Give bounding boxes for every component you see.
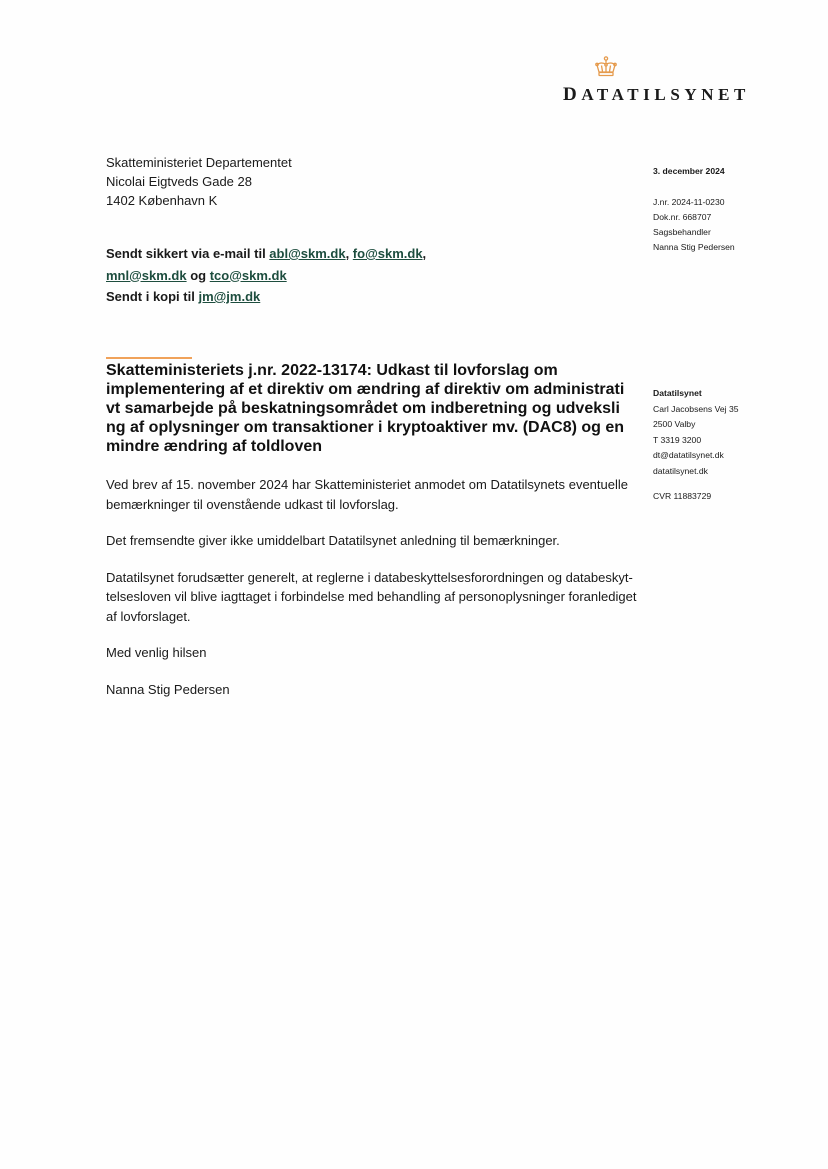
email-link-abl[interactable]: abl@skm.dk <box>269 246 346 261</box>
letter-title: Skatteministeriets j.nr. 2022-13174: Udkast til lovforslag om implementering af et direktiv om ændring af direktiv om administrati vt samarbejde på beskatningsområdet om indberetning og udveksli ng af oplysninger om transaktioner i kryptoaktiver mv. (DAC8) og en mindre ændring af toldloven <box>106 362 625 455</box>
sender-street: Carl Jacobsens Vej 35 <box>653 403 739 414</box>
sender-website: datatilsynet.dk <box>653 465 708 476</box>
delivery-info <box>106 243 426 308</box>
accent-rule <box>106 357 192 359</box>
document-number: Dok.nr. 668707 <box>653 212 712 222</box>
signature: Nanna Stig Pedersen <box>106 681 230 697</box>
sender-cvr: CVR 11883729 <box>653 491 712 501</box>
email-link-jm[interactable]: jm@jm.dk <box>198 289 261 304</box>
reference-block <box>653 195 735 255</box>
brand-name: DATATILSYNET <box>562 84 750 105</box>
recipient-address <box>106 153 292 210</box>
email-link-mnl[interactable]: mnl@skm.dk <box>106 267 187 283</box>
recipient-city: 1402 København K <box>106 193 218 208</box>
letter-date: 3. december 2024 <box>653 166 725 176</box>
copy-line: Sendt i kopi til jm@jm.dk <box>106 289 261 304</box>
crown-icon <box>594 56 618 78</box>
recipient-name: Skatteministeriet Departementet <box>106 155 292 170</box>
sender-org: Datatilsynet <box>653 388 702 398</box>
caseworker-label: Sagsbehandler <box>653 227 711 237</box>
sent-line-2: mnl@skm.dk og tco@skm.dk <box>106 267 287 283</box>
sender-contact <box>653 386 739 505</box>
paragraph-assumption: Datatilsynet forudsætter generelt, at reglerne i databeskyttelsesforordningen og databeskyt- telsesloven vil blive iagttaget i forbindelse med behandling af personoplysninger foranlediget af lovforslaget. <box>106 569 637 624</box>
sent-line-1: Sendt sikkert via e-mail til abl@skm.dk, fo@skm.dk, <box>106 246 427 261</box>
journal-number: J.nr. 2024-11-0230 <box>653 197 725 207</box>
sender-phone: T 3319 3200 <box>653 434 702 445</box>
sender-email: dt@datatilsynet.dk <box>653 450 724 460</box>
caseworker-name: Nanna Stig Pedersen <box>653 242 735 252</box>
datatilsynet-logo <box>550 56 750 104</box>
recipient-street: Nicolai Eigtveds Gade 28 <box>106 174 252 189</box>
letter-body <box>106 475 637 716</box>
paragraph-no-comments: Det fremsendte giver ikke umiddelbart Datatilsynet anledning til bemærkninger. <box>106 533 560 548</box>
closing-greeting: Med venlig hilsen <box>106 645 207 660</box>
paragraph-request: Ved brev af 15. november 2024 har Skatteministeriet anmodet om Datatilsynets eventuelle bemærkninger til ovenstående udkast til lovforslag. <box>106 477 628 512</box>
email-link-tco[interactable]: tco@skm.dk <box>209 267 287 283</box>
sender-city: 2500 Valby <box>653 419 696 429</box>
email-link-fo[interactable]: fo@skm.dk <box>352 246 423 261</box>
